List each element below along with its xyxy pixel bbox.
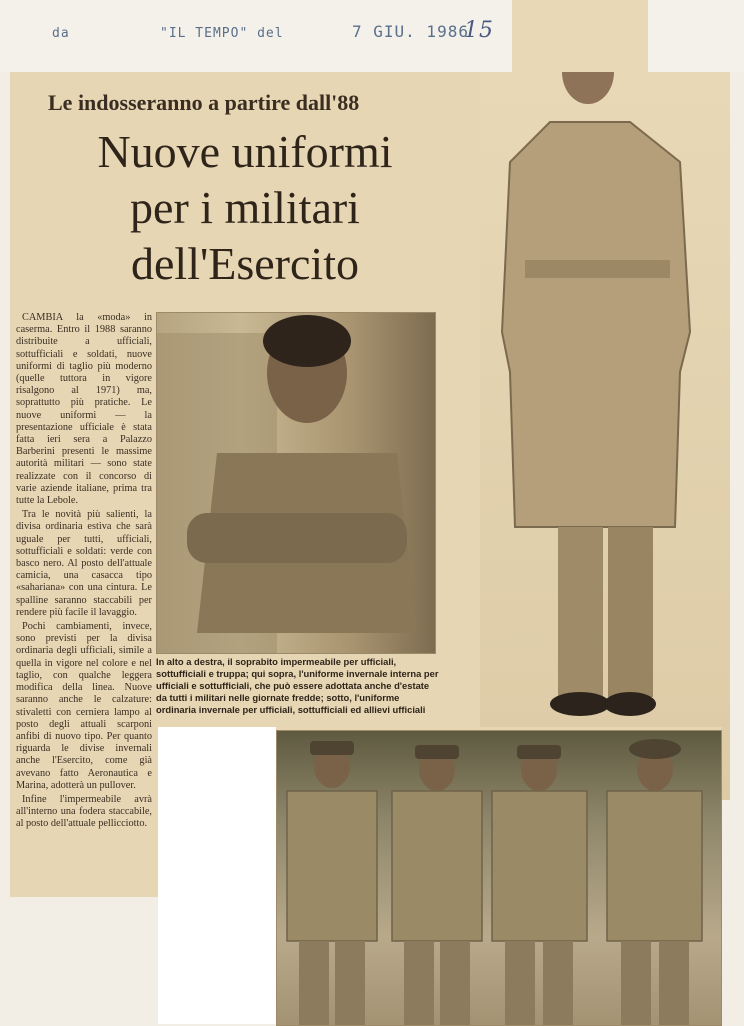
photo-trench-coat (480, 72, 730, 800)
officers-group-icon (277, 731, 721, 1025)
article-headline (20, 124, 470, 292)
headline-line-3: dell'Esercito (131, 238, 359, 289)
article-kicker: Le indosseranno a partire dall'88 (48, 90, 360, 115)
stamp-source-name: "IL TEMPO" del (160, 26, 284, 41)
stamp-page-number: 15 (464, 18, 494, 43)
blank-area (158, 727, 276, 1024)
headline-line-1: Nuove uniformi (97, 126, 393, 177)
stamp-date: 7 GIU. 1986 (352, 22, 469, 41)
article-paragraph-3: Pochi cambiamenti, invece, sono previsti per la divisa ordinaria degli ufficiali, simile a quella in vigore nel colore e nel taglio, con qualche leggera modifica della linea. Nuove saranno anche le calzature: stivaletti con cerniera lampo al posto degli attuali scarponi anfibi di nuovo tipo. Per quanto riguarda le divise invernali anche l'Esercito, come già avevano fatto Aeronautica e Marina, adotterà un pullover. (16, 621, 152, 791)
photo-sweater-uniform (156, 312, 436, 654)
article-paragraph-2: Tra le novità più salienti, la divisa ordinaria estiva che sarà uguale per tutti, ufficiali, sottufficiali e soldati: verde con basco nero. Al posto dell'attuale camicia, una casacca tipo «sahariana» con una cintura. Le spalline saranno staccabili per rendere più facile il lavaggio. (16, 509, 152, 618)
article-paragraph-1: CAMBIA la «moda» in caserma. Entro il 1988 saranno distribuite a ufficiali, sottufficiali e soldati, nuove uniformi di taglio più moderno (quelle tuttora in vigore risalgono al 1971) ma, soprattutto più pratiche. Le nuove uniformi — la presentazione ufficiale è stata fatta ieri sera a Palazzo Barberini presenti le massime autorità militari — sono state realizzate con il concorso di varie aziende italiane, prima tra tutte la Lebole. (16, 312, 152, 507)
article-paragraph-4: Infine l'impermeabile avrà all'interno una fodera staccabile, al posto dell'attuale pellicciotto. (16, 793, 152, 830)
sweater-figure-icon (157, 313, 435, 653)
stamp-source-prefix: da (52, 26, 70, 41)
clipping-top-strip (512, 0, 648, 72)
photo-officers-group (276, 730, 722, 1026)
trench-coat-figure-icon (480, 72, 730, 800)
headline-line-2: per i militari (130, 182, 360, 233)
article-body (16, 312, 152, 833)
photo-caption: In alto a destra, il soprabito impermeabile per ufficiali, sottufficiali e truppa; qui sopra, l'uniforme invernale interna per ufficiali e sottufficiali, che può essere adottata anche d'estate da tutti i militari nelle giornate fredde; sotto, l'uniforme ordinaria invernale per ufficiali, sottufficiali ed allievi ufficiali (156, 656, 439, 715)
